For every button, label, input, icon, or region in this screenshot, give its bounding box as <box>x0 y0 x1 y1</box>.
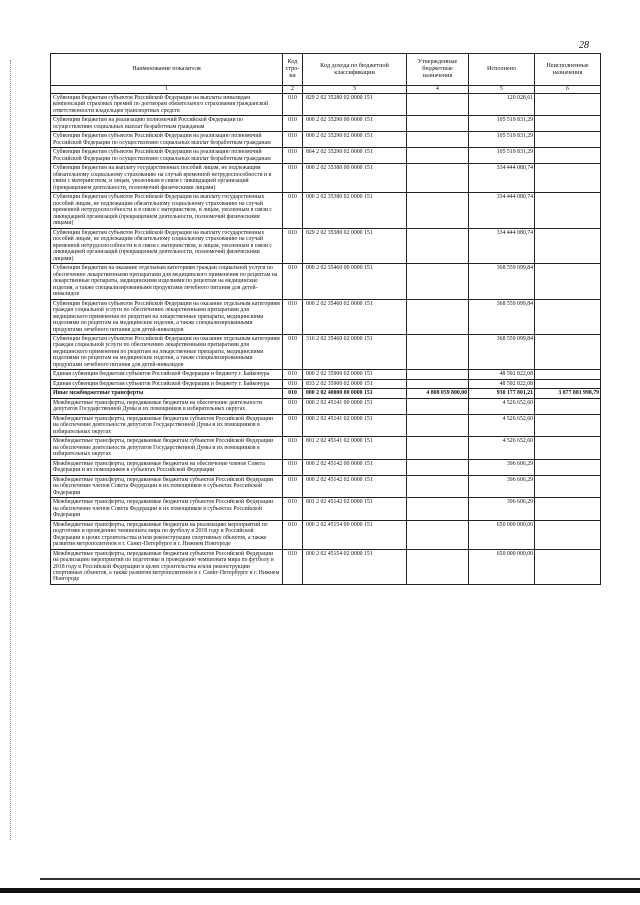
row-executed-amount: 368 559 099,84 <box>469 334 535 369</box>
row-unexecuted-amount <box>535 379 601 388</box>
row-line-code: 010 <box>283 549 303 584</box>
row-unexecuted-amount <box>535 334 601 369</box>
row-line-code: 010 <box>283 414 303 436</box>
row-name: Субвенции бюджетам на оказание отдельным категориям граждан социальной услуги по обеспечению лекарственными препаратами для медицинского применения по рецептам на лекарственные препараты, медицинскими изделиями по рецептам на медицинские изделия, а также специализированными продуктами лечебного питания для детей-инвалидов <box>51 264 283 299</box>
table-row <box>51 520 601 549</box>
table-row <box>51 398 601 414</box>
row-approved-amount <box>407 193 469 228</box>
column-number: 4 <box>407 86 469 94</box>
row-name: Субвенции бюджетам на выплату государственных пособий лицам, не подлежащим обязательному социальному страхованию на случай временной нетрудоспособности и в связи с материнством, и лицам, уволенным в связи с ликвидацией организаций (прекращением деятельности, полномочий физическими лицами) <box>51 164 283 193</box>
row-line-code: 010 <box>283 379 303 388</box>
row-kbk-code: 864 2 02 35290 02 0000 151 <box>303 148 407 164</box>
row-kbk-code: 000 2 02 45141 02 0000 151 <box>303 414 407 436</box>
row-approved-amount <box>407 132 469 148</box>
row-name: Межбюджетные трансферты, передаваемые бюджетам субъектов Российской Федерации на обеспечение членов Совета Федерации и их помощников в субъектах Российской Федерации <box>51 475 283 497</box>
row-line-code: 010 <box>283 148 303 164</box>
column-number: 5 <box>469 86 535 94</box>
row-approved-amount <box>407 475 469 497</box>
row-kbk-code: 000 2 02 45142 02 0000 151 <box>303 475 407 497</box>
row-approved-amount <box>407 520 469 549</box>
row-line-code: 010 <box>283 116 303 132</box>
row-kbk-code: 000 2 02 40000 00 0000 151 <box>303 389 407 398</box>
row-unexecuted-amount <box>535 164 601 193</box>
row-line-code: 010 <box>283 459 303 475</box>
row-unexecuted-amount: 3 877 881 998,79 <box>535 389 601 398</box>
row-approved-amount <box>407 334 469 369</box>
row-name: Межбюджетные трансферты, передаваемые бюджетам субъектов Российской Федерации на обеспечение членов Совета Федерации и их помощников в субъектах Российской Федерации <box>51 498 283 520</box>
row-executed-amount: 650 000 000,00 <box>469 549 535 584</box>
row-kbk-code: 000 2 02 35290 00 0000 151 <box>303 116 407 132</box>
scan-margin-marks <box>10 60 13 840</box>
column-number: 6 <box>535 86 601 94</box>
table-row <box>51 414 601 436</box>
row-name: Межбюджетные трансферты, передаваемые бюджетам на обеспечение деятельности депутатов Государственной Думы и их помощников в избирательных округах <box>51 398 283 414</box>
row-line-code: 010 <box>283 370 303 379</box>
row-approved-amount <box>407 299 469 334</box>
row-name: Субвенции бюджетам субъектов Российской Федерации на оказание отдельным категориям граждан социальной услуги по обеспечению лекарственными препаратами для медицинского применения по рецептам на лекарственные препараты, медицинскими изделиями по рецептам на медицинские изделия, а также специализированными продуктами лечебного питания для детей-инвалидов <box>51 299 283 334</box>
budget-table-container <box>50 53 600 585</box>
row-approved-amount <box>407 459 469 475</box>
row-name: Межбюджетные трансферты, передаваемые бюджетам на реализацию мероприятий по подготовке и проведению чемпионата мира по футболу в 2018 году в Российской Федерации в целях строительства и/или реконструкции спортивных объектов, а также развития метрополитенов в г. Санкт-Петербурге и г. Нижнем Новгороде <box>51 520 283 549</box>
row-line-code: 010 <box>283 193 303 228</box>
row-unexecuted-amount <box>535 94 601 116</box>
table-row <box>51 116 601 132</box>
row-approved-amount <box>407 94 469 116</box>
row-executed-amount: 396 606,29 <box>469 475 535 497</box>
row-kbk-code: 833 2 02 35900 02 0000 151 <box>303 379 407 388</box>
row-approved-amount <box>407 228 469 263</box>
row-name: Субвенции бюджетам субъектов Российской Федерации на выплаты инвалидам компенсаций страховых премий по договорам обязательного страхования гражданской ответственности владельцев транспортных средств <box>51 94 283 116</box>
row-approved-amount <box>407 437 469 459</box>
row-executed-amount: 105 519 831,29 <box>469 132 535 148</box>
header-line-code: Код стро- ки <box>283 54 303 86</box>
row-kbk-code: 801 2 02 45142 02 0000 151 <box>303 498 407 520</box>
row-name: Субвенции бюджетам субъектов Российской Федерации на реализацию полномочий Российской Федерации по осуществлению социальных выплат безработным гражданам <box>51 148 283 164</box>
table-row <box>51 475 601 497</box>
scan-edge-line <box>40 878 640 880</box>
row-executed-amount: 396 606,29 <box>469 459 535 475</box>
table-row <box>51 94 601 116</box>
row-approved-amount <box>407 498 469 520</box>
row-unexecuted-amount <box>535 475 601 497</box>
row-kbk-code: 000 2 02 45154 02 0000 151 <box>303 549 407 584</box>
row-kbk-code: 316 2 02 35460 02 0000 151 <box>303 334 407 369</box>
row-unexecuted-amount <box>535 498 601 520</box>
row-line-code: 010 <box>283 164 303 193</box>
row-name: Единая субвенция бюджетам субъектов Российской Федерации и бюджету г. Байконура <box>51 379 283 388</box>
row-approved-amount: 4 808 059 800,00 <box>407 389 469 398</box>
row-name: Межбюджетные трансферты, передаваемые бюджетам на обеспечение членов Совета Федерации и их помощников в субъектах Российской Федерации <box>51 459 283 475</box>
row-line-code: 010 <box>283 299 303 334</box>
row-approved-amount <box>407 549 469 584</box>
table-row <box>51 193 601 228</box>
row-unexecuted-amount <box>535 549 601 584</box>
scan-bottom-edge <box>0 888 640 893</box>
row-kbk-code: 000 2 02 35290 02 0000 151 <box>303 132 407 148</box>
row-line-code: 010 <box>283 437 303 459</box>
row-name: Субвенции бюджетам субъектов Российской Федерации на выплату государственных пособий лицам, не подлежащим обязательному социальному страхованию на случай временной нетрудоспособности и в связи с материнством, и лицам, уволенным в связи с ликвидацией организаций (прекращением деятельности, полномочий физическими лицами) <box>51 228 283 263</box>
row-unexecuted-amount <box>535 520 601 549</box>
row-approved-amount <box>407 414 469 436</box>
row-executed-amount: 105 519 831,29 <box>469 148 535 164</box>
row-unexecuted-amount <box>535 398 601 414</box>
header-unexecuted: Неисполненные назначения <box>535 54 601 86</box>
row-executed-amount: 105 519 831,29 <box>469 116 535 132</box>
column-number: 2 <box>283 86 303 94</box>
row-executed-amount: 48 592 822,08 <box>469 379 535 388</box>
row-kbk-code: 801 2 02 45141 02 0000 151 <box>303 437 407 459</box>
row-executed-amount: 368 559 099,84 <box>469 299 535 334</box>
row-unexecuted-amount <box>535 299 601 334</box>
column-number-row <box>51 86 601 94</box>
row-line-code: 010 <box>283 520 303 549</box>
row-line-code: 010 <box>283 228 303 263</box>
row-approved-amount <box>407 164 469 193</box>
row-kbk-code: 000 2 02 45142 00 0000 151 <box>303 459 407 475</box>
row-line-code: 010 <box>283 132 303 148</box>
row-line-code: 010 <box>283 334 303 369</box>
row-executed-amount: 368 559 099,84 <box>469 264 535 299</box>
table-row <box>51 334 601 369</box>
table-row <box>51 264 601 299</box>
row-name: Субвенции бюджетам субъектов Российской Федерации на реализацию полномочий Российской Федерации по осуществлению социальных выплат безработным гражданам <box>51 132 283 148</box>
row-executed-amount: 650 000 000,00 <box>469 520 535 549</box>
row-unexecuted-amount <box>535 264 601 299</box>
row-executed-amount: 334 444 080,74 <box>469 164 535 193</box>
row-name: Межбюджетные трансферты, передаваемые бюджетам субъектов Российской Федерации на обеспечение деятельности депутатов Государственной Думы и их помощников в избирательных округах <box>51 437 283 459</box>
header-row <box>51 54 601 86</box>
row-unexecuted-amount <box>535 132 601 148</box>
row-line-code: 010 <box>283 498 303 520</box>
row-unexecuted-amount <box>535 228 601 263</box>
row-kbk-code: 000 2 02 35380 02 0000 151 <box>303 193 407 228</box>
header-approved: Утвержденные бюджетные назначения <box>407 54 469 86</box>
row-approved-amount <box>407 264 469 299</box>
column-number: 3 <box>303 86 407 94</box>
row-name: Субвенции бюджетам субъектов Российской Федерации на оказание отдельным категориям граждан социальной услуги по обеспечению лекарственными препаратами для медицинского применения по рецептам на лекарственные препараты, медицинскими изделиями по рецептам на медицинские изделия, а также специализированными продуктами лечебного питания для детей-инвалидов <box>51 334 283 369</box>
row-name: Иные межбюджетные трансферты <box>51 389 283 398</box>
row-line-code: 010 <box>283 94 303 116</box>
row-line-code: 010 <box>283 389 303 398</box>
row-line-code: 010 <box>283 264 303 299</box>
row-unexecuted-amount <box>535 370 601 379</box>
row-approved-amount <box>407 398 469 414</box>
row-line-code: 010 <box>283 398 303 414</box>
table-row <box>51 549 601 584</box>
table-row <box>51 389 601 398</box>
row-approved-amount <box>407 379 469 388</box>
column-number: 1 <box>51 86 283 94</box>
row-unexecuted-amount <box>535 116 601 132</box>
row-name: Субвенции бюджетам на реализацию полномочий Российской Федерации по осуществлению социальных выплат безработным гражданам <box>51 116 283 132</box>
row-executed-amount: 120 028,61 <box>469 94 535 116</box>
table-row <box>51 299 601 334</box>
row-unexecuted-amount <box>535 437 601 459</box>
row-unexecuted-amount <box>535 148 601 164</box>
row-name: Межбюджетные трансферты, передаваемые бюджетам субъектов Российской Федерации на обеспечение деятельности депутатов Государственной Думы и их помощников в избирательных округах <box>51 414 283 436</box>
table-row <box>51 164 601 193</box>
row-executed-amount: 334 444 080,74 <box>469 228 535 263</box>
budget-income-table <box>50 53 601 585</box>
table-row <box>51 132 601 148</box>
row-executed-amount: 4 526 652,60 <box>469 398 535 414</box>
row-kbk-code: 000 2 02 45154 00 0000 151 <box>303 520 407 549</box>
row-executed-amount: 48 592 822,08 <box>469 370 535 379</box>
row-kbk-code: 000 2 02 45141 00 0000 151 <box>303 398 407 414</box>
row-kbk-code: 000 2 02 35460 02 0000 151 <box>303 299 407 334</box>
table-row <box>51 228 601 263</box>
header-executed: Исполнено <box>469 54 535 86</box>
row-approved-amount <box>407 370 469 379</box>
page-number: 28 <box>579 40 589 51</box>
row-unexecuted-amount <box>535 459 601 475</box>
table-row <box>51 459 601 475</box>
table-row <box>51 437 601 459</box>
row-executed-amount: 930 177 801,21 <box>469 389 535 398</box>
header-name: Наименование показателя <box>51 54 283 86</box>
header-kbk: Код дохода по бюджетной классификации <box>303 54 407 86</box>
row-name: Межбюджетные трансферты, передаваемые бюджетам субъектов Российской Федерации на реализацию мероприятий по подготовке и проведению чемпионата мира по футболу в 2018 году в Российской Федерации в целях строительства и/или реконструкции спортивных объектов, а также развития метрополитенов в г. Санкт-Петербурге и г. Нижнем Новгороде <box>51 549 283 584</box>
row-kbk-code: 000 2 02 35460 00 0000 151 <box>303 264 407 299</box>
row-name: Субвенции бюджетам субъектов Российской Федерации на выплату государственных пособий лицам, не подлежащим обязательному социальному страхованию на случай временной нетрудоспособности и в связи с материнством, и лицам, уволенным в связи с ликвидацией организаций (прекращением деятельности, полномочий физическими лицами) <box>51 193 283 228</box>
row-executed-amount: 4 526 652,60 <box>469 414 535 436</box>
table-row <box>51 498 601 520</box>
row-unexecuted-amount <box>535 193 601 228</box>
row-kbk-code: 829 2 02 35280 02 0000 151 <box>303 94 407 116</box>
table-row <box>51 379 601 388</box>
row-line-code: 010 <box>283 475 303 497</box>
table-row <box>51 370 601 379</box>
row-kbk-code: 000 2 02 35380 00 0000 151 <box>303 164 407 193</box>
row-approved-amount <box>407 116 469 132</box>
row-name: Единая субвенция бюджетам субъектов Российской Федерации и бюджету г. Байконура <box>51 370 283 379</box>
row-executed-amount: 396 606,29 <box>469 498 535 520</box>
table-body <box>51 94 601 585</box>
row-executed-amount: 334 444 080,74 <box>469 193 535 228</box>
row-executed-amount: 4 526 652,60 <box>469 437 535 459</box>
row-unexecuted-amount <box>535 414 601 436</box>
row-kbk-code: 829 2 02 35380 02 0000 151 <box>303 228 407 263</box>
table-row <box>51 148 601 164</box>
row-kbk-code: 000 2 02 35900 02 0000 151 <box>303 370 407 379</box>
row-approved-amount <box>407 148 469 164</box>
